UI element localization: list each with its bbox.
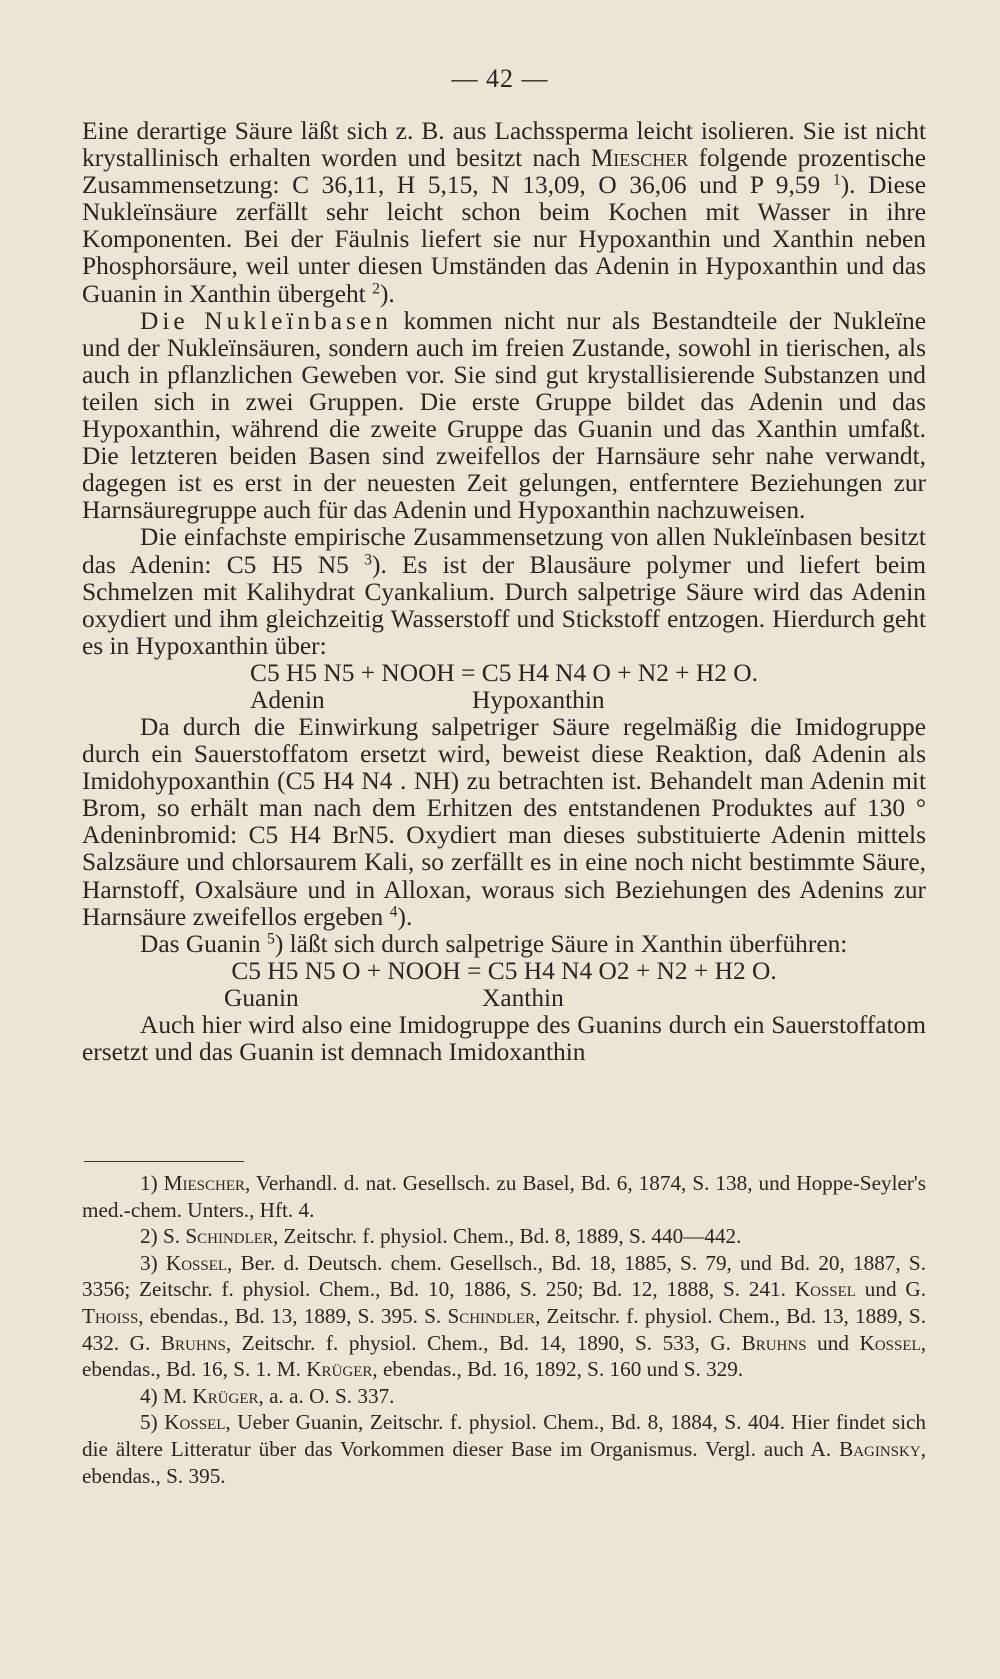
author-name: Krüger bbox=[306, 1357, 373, 1382]
author-name: Kossel bbox=[165, 1250, 228, 1275]
text-run: , ebendas., S. 395. bbox=[82, 1436, 926, 1488]
author-name: Baginsky bbox=[839, 1436, 921, 1461]
text-run: folgende prozentische Zusammensetzung: C 36,11, H 5,15, N 13,09, O 36,06 und P 9,59 bbox=[82, 144, 926, 200]
footnote-ref: 1 bbox=[832, 171, 841, 189]
author-name: Kossel bbox=[794, 1277, 856, 1302]
author-name: Krüger bbox=[192, 1383, 259, 1408]
text-run: und G. bbox=[864, 1277, 927, 1302]
chemical-formula: C5 H5 N5 bbox=[226, 550, 349, 579]
text-run: Eine derartige Säure läßt sich z. B. aus Lachssperma leicht isolieren. Sie ist nicht krystallinisch erhalten worden und besitzt nach bbox=[82, 117, 926, 173]
text-run: , Verhandl. d. nat. Gesellsch. zu Basel, Bd. 6, 1874, S. 138, und Hoppe-Seyler's med.-chem. Unters., Hft. 4. bbox=[82, 1171, 926, 1222]
paragraph-6: Auch hier wird also eine Imidogruppe des Guanins durch ein Sauerstoffatom ersetzt und das Guanin ist demnach Imidoxanthin bbox=[82, 1010, 926, 1066]
footnote-5 bbox=[82, 1409, 926, 1489]
text-run: Das Guanin bbox=[140, 929, 261, 958]
author-name: Thoiss bbox=[82, 1303, 139, 1328]
text-run: , Zeitschr. f. physiol. Chem., Bd. 14, 1890, S. 533, G. bbox=[225, 1330, 731, 1355]
footnote-number: 1) bbox=[140, 1171, 158, 1195]
text-run: , Ueber Guanin, Zeitschr. f. physiol. Chem., Bd. 8, 1884, S. 404. Hier findet sich die ältere Litteratur über das Vorkommen dieser Base im Organismus. Vergl. auch A. bbox=[82, 1410, 927, 1461]
footnote-number: 5) bbox=[140, 1410, 158, 1435]
footnote-number: 3) bbox=[140, 1250, 158, 1275]
spaced-term: Die Nukleïnbasen bbox=[140, 306, 392, 335]
footnote-ref: 3 bbox=[364, 550, 372, 568]
footnote-ref: 2 bbox=[372, 279, 380, 297]
text-run: , ebendas., Bd. 16, 1892, S. 160 und S. 329. bbox=[372, 1357, 744, 1382]
author-name: Miescher bbox=[590, 144, 689, 173]
author-name: Bruhns bbox=[741, 1330, 807, 1355]
equation-1-labels bbox=[82, 687, 926, 714]
text-run: , Ber. d. Deutsch. chem. Gesellsch., Bd. 18, 1885, S. 79, und Bd. 20, 1887, S. 3356; Zeitschr. f. physiol. Chem., Bd. 10, 1886, S. 250; Bd. 12, 1888, S. 241. bbox=[82, 1250, 927, 1302]
body-text bbox=[82, 118, 926, 1066]
text-run: Da durch die Einwirkung salpetriger Säure regelmäßig die Imidogruppe durch ein Sauerstoffatom ersetzt wird, beweist diese Reaktion, daß Adenin als Imidohypoxanthin (C5 H4 N4 . NH) zu betrachten ist. Behandelt man Adenin mit Brom, so erhält man nach dem Erhitzen des entstandenen Produktes auf 130 ° Adeninbromid: C5 H4 BrN5. Oxydiert man dieses substituierte Adenin mittels Salzsäure und chlorsaurem Kali, so zerfällt es in eine noch nicht bestimmte Säure, Harnstoff, Oxalsäure und in Alloxan, woraus sich Beziehungen des Adenins zur Harnsäure zweifellos ergeben bbox=[82, 712, 926, 931]
label-xanthin: Xanthin bbox=[482, 983, 564, 1012]
author-name: Miescher bbox=[163, 1171, 246, 1195]
text-run: ). bbox=[379, 279, 395, 308]
footnote-3 bbox=[82, 1250, 926, 1383]
author-name: Schindler bbox=[185, 1224, 273, 1249]
label-adenin: Adenin bbox=[250, 685, 325, 714]
paragraph-2 bbox=[82, 308, 926, 525]
text-run: ) läßt sich durch salpetrige Säure in Xanthin überführen: bbox=[274, 929, 848, 958]
author-name: Schindler bbox=[447, 1303, 536, 1328]
footnote-2 bbox=[82, 1223, 926, 1250]
equation-2-labels bbox=[82, 985, 926, 1012]
text-run: , ebendas., Bd. 13, 1889, S. 395. S. bbox=[138, 1303, 442, 1328]
text-run: kommen nicht nur als Bestandteile der Nukleïne und der Nukleïnsäuren, sondern auch im freien Zustande, sowohl in tierischen, als auch in pflanzlichen Geweben vor. Sie sind gut krystallisierende Substanzen und teilen sich in zwei Gruppen. Die erste Gruppe bildet das Adenin und das Hypoxanthin, während die zweite Gruppe das Guanin und das Xanthin umfaßt. Die letzteren beiden Basen sind zweifellos der Harnsäure sehr nahe verwandt, dagegen ist es erst in der neuesten Zeit gelungen, entferntere Beziehungen zur Harnsäuregruppe auch für das Adenin und Hypoxanthin nachzuweisen. bbox=[82, 306, 926, 525]
text-run: , Zeitschr. f. physiol. Chem., Bd. 13, 1889, S. 432. G. bbox=[82, 1303, 926, 1355]
footnotes bbox=[82, 1170, 926, 1489]
footnote-1 bbox=[82, 1170, 926, 1223]
author-name: Bruhns bbox=[160, 1330, 226, 1355]
page-number: — 42 — bbox=[451, 64, 549, 93]
equation-2: C5 H5 N5 O + NOOH = C5 H4 N4 O2 + N2 + H2 O. bbox=[231, 956, 777, 985]
paragraph-3 bbox=[82, 524, 926, 659]
text-run: , a. a. O. S. 337. bbox=[258, 1383, 395, 1408]
equation-1: C5 H5 N5 + NOOH = C5 H4 N4 O + N2 + H2 O. bbox=[250, 658, 758, 687]
footnote-4 bbox=[82, 1383, 926, 1410]
text-run: , ebendas., Bd. 16, S. 1. M. bbox=[82, 1330, 926, 1382]
footnote-ref: 5 bbox=[266, 930, 275, 948]
footnote-number: 4) M. bbox=[140, 1383, 188, 1408]
paragraph-5 bbox=[82, 931, 926, 958]
text-run: Die einfachste empirische Zusammensetzung von allen Nukleïnbasen besitzt das Adenin: bbox=[82, 523, 926, 579]
text-run: ). Diese Nukleïnsäure zerfällt sehr leicht schon beim Kochen mit Wasser in ihre Komponenten. Bei der Fäulnis liefert sie nur Hypoxanthin und Xanthin neben Phosphorsäure, weil unter diesen Umständen das Adenin in Hypoxanthin und das Guanin in Xanthin übergeht bbox=[82, 171, 926, 308]
label-hypoxanthin: Hypoxanthin bbox=[472, 685, 605, 714]
text-run: ). Es ist der Blausäure polymer und liefert beim Schmelzen mit Kalihydrat Cyankalium. Durch salpetrige Säure wird das Adenin oxydiert und ihm gleichzeitig Wasserstoff und Stickstoff entzogen. Hierdurch geht es in Hypoxanthin über: bbox=[82, 550, 927, 660]
paragraph-4 bbox=[82, 714, 926, 931]
author-name: Kossel bbox=[164, 1410, 226, 1435]
footnote-divider bbox=[84, 1161, 244, 1162]
text-run: und bbox=[817, 1330, 849, 1355]
label-guanin: Guanin bbox=[224, 983, 299, 1012]
text-run: ). bbox=[397, 902, 413, 931]
footnote-ref: 4 bbox=[389, 902, 398, 920]
text-run: , Zeitschr. f. physiol. Chem., Bd. 8, 1889, S. 440—442. bbox=[272, 1224, 742, 1249]
author-name: Kossel bbox=[859, 1330, 921, 1355]
footnote-number: 2) S. bbox=[140, 1224, 181, 1249]
paragraph-1 bbox=[82, 118, 926, 308]
